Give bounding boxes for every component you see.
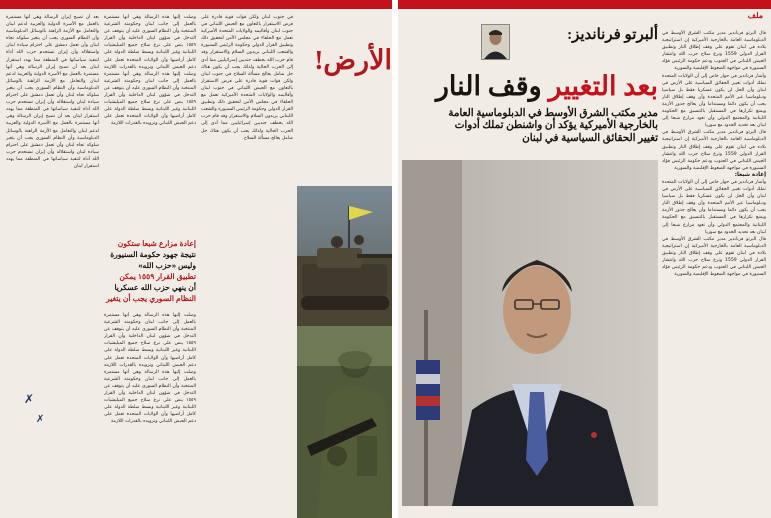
portrait-thumbnail-image — [482, 25, 509, 59]
byline-name: ألبرتو فرنانديز: — [567, 27, 658, 43]
soldier-photo — [297, 326, 392, 518]
deck-line: تغيير الحقائق السياسية في لبنان — [522, 132, 658, 144]
subheading: إعادة شبعا: — [734, 171, 766, 178]
siniora-photo-image — [402, 160, 658, 506]
tank-photo — [297, 186, 392, 326]
left-column-mid: وصلت إليها هذه الرسالة وهي أنها مستمرة بالعمل إلى جانب لبنان وحكومته الشرعية المنتخبة وأن النظام السوري عليه أن يتوقف عن التدخل في شؤون لبنان الداخلية وأن القرار ١٥٥٩ ينص على نزع سلاح جميع الميليشيات اللبنانية وغير اللبنانية وبسط سلطة الدولة على كامل أراضيها وأن الولايات المتحدة تعمل على دعم الجيش اللبناني وتزويده بالقدرات اللازمة وصلت إليها هذه الرسالة وهي أنها مستمرة بالعمل إلى جانب لبنان وحكومته الشرعية المنتخبة وأن النظام السوري عليه أن يتوقف عن التدخل في شؤون لبنان الداخلية وأن القرار ١٥٥٩ ينص على نزع سلاح جميع الميليشيات اللبنانية وغير اللبنانية وبسط سلطة الدولة على كامل أراضيها وأن الولايات المتحدة تعمل على دعم الجيش اللبناني وتزويده بالقدرات اللازمة — [104, 15, 196, 127]
left-column-near: في جنوب لبنان ولكن قوات قوية قادرة على فرض الاستقرار بالتعاون مع الجيش اللبناني في جنوب لبنان وأقاليمه والولايات المتحدة الأميركية تعمل مع الحلفاء في مجلس الأمن لتحقيق ذلك وتطبيق القرار الدولي وحكومة الرئيس السنيورة والشعب اللبناني يريدون السلام والاستقرار وقد قام حزب الله بخطف جنديين إسرائيليين مما أدى إلى الحرب الحالية ولذلك يجب أن يكون هناك حل شامل يعالج مسألة السلاح في جنوب لبنان ولكن قوات قوية قادرة على فرض الاستقرار بالتعاون مع الجيش اللبناني في جنوب لبنان وأقاليمه والولايات المتحدة الأميركية تعمل مع الحلفاء في مجلس الأمن لتحقيق ذلك وتطبيق القرار الدولي وحكومة الرئيس السنيورة والشعب اللبناني يريدون السلام والاستقرار وقد قام حزب الله بخطف جنديين إسرائيليين مما أدى إلى الحرب الحالية ولذلك يجب أن يكون هناك حل شامل يعالج مسألة السلاح — [201, 15, 293, 141]
siniora-photo — [402, 160, 658, 506]
left-column-near-text: في جنوب لبنان ولكن قوات قوية قادرة على فرض الاستقرار بالتعاون مع الجيش اللبناني في جنوب لبنان وأقاليمه والولايات المتحدة الأميركية تعمل مع الحلفاء في مجلس الأمن لتحقيق ذلك وتطبيق القرار الدولي — [201, 15, 293, 49]
intro-paragraph: قال البرتو فرنانديز مدير مكتب الشرق الأوسط في الدبلوماسية العامة بالخارجية الأميركية إن استراتيجية بلاده في لبنان تقوم على وقف إطلاق النار وتطبيق القرار الدولي 1559 ونزع سلاح حزب الله وانتشار الجيش اللبناني في الجنوب ودعم حكومة الرئيس فؤاد السنيورة في مواجهة الضغوط الإقليمية والسورية — [662, 31, 766, 72]
pull-quote-line: نتيجة جهود حكومة السنيورة — [110, 250, 196, 259]
pull-quote-line: وليس «حزب الله» — [138, 261, 196, 270]
right-page — [398, 0, 771, 518]
pull-quote-line: إعادة مزارع شبعا ستكون — [117, 239, 196, 248]
left-column-far: بعد أن تصبح إيران الرسالة وهي أنها مستمرة بالعمل مع الأسرة الدولية والعربية لدعم لبنان والتعامل مع الأزمة الراهنة بالوسائل الدبلوماسية وأن النظام السوري يجب أن يتغير سلوكه تجاه لبنان وأن تعمل دمشق على احترام سيادة لبنان واستقلاله وأن إيران تستخدم حزب الله أداة لتنفيذ سياساتها في المنطقة مما يهدد استقرار لبنان بعد أن تصبح إيران الرسالة وهي أنها مستمرة بالعمل مع الأسرة الدولية والعربية لدعم لبنان والتعامل مع الأزمة الراهنة بالوسائل الدبلوماسية وأن النظام السوري يجب أن يتغير سلوكه تجاه لبنان وأن تعمل دمشق على احترام سيادة لبنان واستقلاله وأن إيران تستخدم حزب الله أداة لتنفيذ سياساتها في المنطقة مما يهدد استقرار لبنان بعد أن تصبح إيران الرسالة وهي أنها مستمرة بالعمل مع الأسرة الدولية والعربية لدعم لبنان والتعامل مع الأزمة الراهنة بالوسائل الدبلوماسية وأن النظام السوري يجب أن يتغير سلوكه تجاه لبنان وأن تعمل دمشق على احترام سيادة لبنان واستقلاله وأن إيران تستخدم حزب الله أداة لتنفيذ سياساتها في المنطقة مما يهدد استقرار لبنان — [6, 15, 99, 169]
pull-quote-line: أن ينهي حزب الله عسكريا — [114, 283, 196, 292]
portrait-thumbnail — [481, 24, 510, 60]
deck-line: بالخارجية الأميركية يؤكد أن واشنطن تملك أدوات — [454, 120, 658, 132]
headline-red: بعد التغيير — [548, 71, 658, 101]
pull-quote-line: تطبيق القرار ١٥٥٩ يمكن — [119, 272, 196, 281]
headline-continuation — [306, 44, 392, 76]
left-top-bar — [0, 0, 392, 9]
left-column-far-text: بعد أن تصبح إيران الرسالة وهي أنها مستمرة بالعمل مع الأسرة الدولية والعربية لدعم لبنان والتعامل مع الأزمة الراهنة بالوسائل الدبلوماسية وأن النظام السوري يجب أن يتغير سلوكه تجاه لبنان وأن تعمل دمشق على احترام سيادة لبنان واستقلاله وأن إيران تستخدم حزب الله أداة لتنفيذ سياساتها في المنطقة مما يهدد استقرار لبنان — [6, 15, 99, 70]
headline-black: وقف النار — [435, 71, 542, 101]
tank-photo-image — [297, 186, 392, 326]
main-headline — [402, 70, 658, 102]
article-deck — [402, 108, 658, 145]
right-column: قال البرتو فرنانديز مدير مكتب الشرق الأوسط في الدبلوماسية العامة بالخارجية الأميركية إن استراتيجية بلاده في لبنان تقوم على وقف إطلاق النار وتطبيق القرار الدولي 1559 ونزع سلاح حزب الله وانتشار الجيش اللبناني في الجنوب ودعم حكومة الرئيس فؤاد السنيورة في مواجهة الضغوط الإقليمية والسورية وأشار فرنانديز في حوار خاص إلى أن الولايات المتحدة تملك أدوات تغيير الحقائق السياسية على الأرض في لبنان وأن الحل لن يكون عسكريا فقط بل سياسيا ودبلوماسيا عبر الأمم المتحدة وأن وقف إطلاق النار يجب أن يكون دائما ومستداما وأن يعالج جذور الأزمة ويمنع تكرارها في المستقبل بالتنسيق مع الحكومة اللبنانية والمجتمع الدولي وأن تعود مزارع شبعا إلى لبنان بعد تحديد الحدود مع سوريا قال البرتو فرنانديز مدير مكتب الشرق الأوسط في الدبلوماسية العامة بالخارجية الأميركية إن استراتيجية بلاده في لبنان تقوم على وقف إطلاق النار وتطبيق القرار الدولي 1559 ونزع سلاح حزب الله وانتشار الجيش اللبناني في الجنوب ودعم حكومة الرئيس فؤاد السنيورة في مواجهة الضغوط الإقليمية والسورية إعادة شبعا: وأشار فرنانديز في حوار خاص إلى أن الولايات المتحدة تملك أدوات تغيير الحقائق السياسية على الأرض في لبنان وأن الحل لن يكون عسكريا فقط بل سياسيا ودبلوماسيا عبر الأمم المتحدة وأن وقف إطلاق النار يجب أن يكون دائما ومستداما وأن يعالج جذور الأزمة ويمنع تكرارها في المستقبل بالتنسيق مع الحكومة اللبنانية والمجتمع الدولي وأن تعود مزارع شبعا إلى لبنان بعد تحديد الحدود مع سوريا قال البرتو فرنانديز مدير مكتب الشرق الأوسط في الدبلوماسية العامة بالخارجية الأميركية إن استراتيجية بلاده في لبنان تقوم على وقف إطلاق النار وتطبيق القرار الدولي 1559 ونزع سلاح حزب الله وانتشار الجيش اللبناني في الجنوب ودعم حكومة الرئيس فؤاد السنيورة في مواجهة الضغوط الإقليمية والسورية — [662, 31, 766, 278]
headline-exclamation: ! — [314, 45, 324, 75]
headline-fragment: الأرض — [323, 45, 392, 75]
soldier-photo-image — [297, 326, 392, 518]
handwritten-mark: ✗ — [24, 392, 35, 406]
pull-quote — [104, 238, 196, 304]
section-tag: ملف — [747, 11, 763, 20]
right-top-bar — [398, 0, 771, 9]
left-column-mid-text: وصلت إليها هذه الرسالة وهي أنها مستمرة بالعمل إلى جانب لبنان وحكومته الشرعية المنتخبة وأن النظام السوري عليه أن يتوقف عن التدخل في شؤون لبنان الداخلية وأن القرار ١٥٥٩ ينص على نزع سلاح جميع الميليشيات اللبنانية وغير اللبنانية وبسط سلطة الدولة على كامل أراضيها وأن الولايات المتحدة تعمل على دعم الجيش اللبناني وتزويده بالقدرات اللازمة — [104, 15, 196, 70]
pull-quote-line: النظام السوري يجب أن يتغير — [106, 294, 196, 303]
handwritten-mark: ✗ — [36, 414, 45, 425]
deck-line: مدير مكتب الشرق الأوسط في الدبلوماسية العامة — [448, 108, 658, 119]
left-column-mid-lower: وصلت إليها هذه الرسالة وهي أنها مستمرة بالعمل إلى جانب لبنان وحكومته الشرعية المنتخبة وأن النظام السوري عليه أن يتوقف عن التدخل في شؤون لبنان الداخلية وأن القرار ١٥٥٩ ينص على نزع سلاح جميع الميليشيات اللبنانية وغير اللبنانية وبسط سلطة الدولة على كامل أراضيها وأن الولايات المتحدة تعمل على دعم الجيش اللبناني وتزويده بالقدرات اللازمة وصلت إليها هذه الرسالة وهي أنها مستمرة بالعمل إلى جانب لبنان وحكومته الشرعية المنتخبة وأن النظام السوري عليه أن يتوقف عن التدخل في شؤون لبنان الداخلية وأن القرار ١٥٥٩ ينص على نزع سلاح جميع الميليشيات اللبنانية وغير اللبنانية وبسط سلطة الدولة على كامل أراضيها وأن الولايات المتحدة تعمل على دعم الجيش اللبناني وتزويده بالقدرات اللازمة — [104, 313, 196, 425]
